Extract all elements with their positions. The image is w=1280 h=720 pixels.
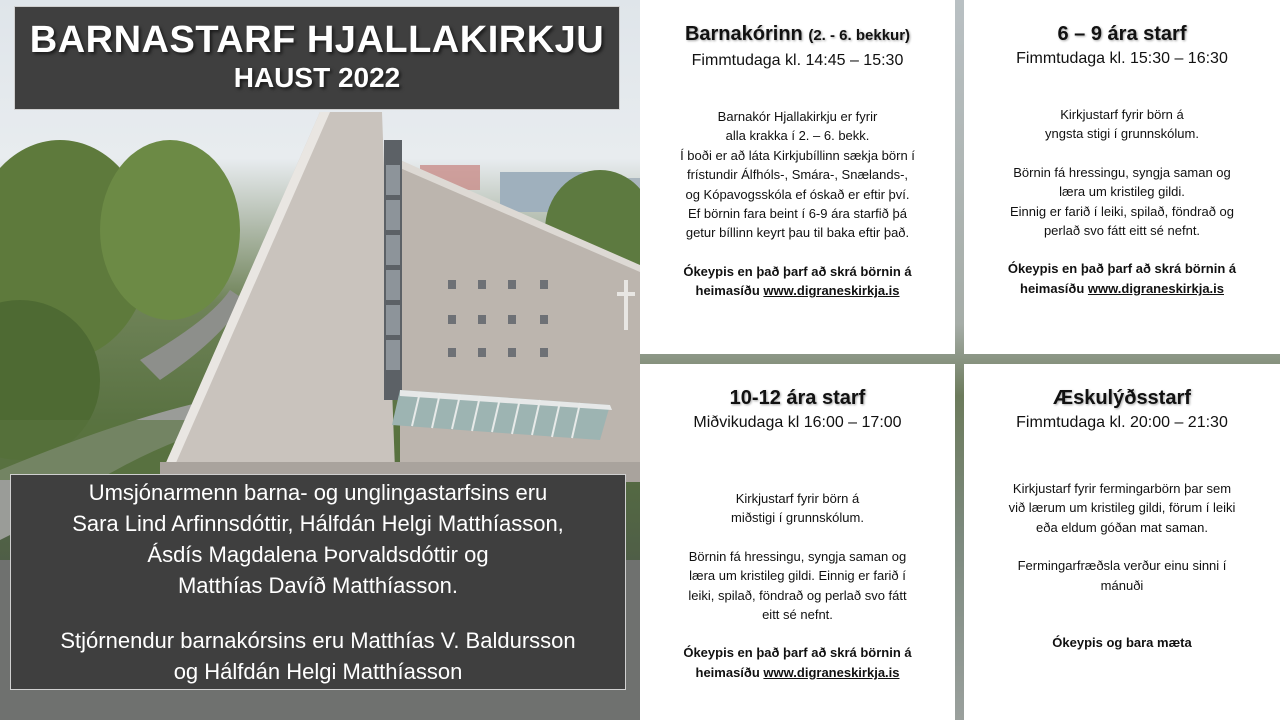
body-line: Kirkjustarf fyrir börn á	[1060, 107, 1184, 122]
leaders-line: Sara Lind Arfinnsdóttir, Hálfdán Helgi Matthíasson,	[72, 511, 564, 536]
panel-title: 6 – 9 ára starf	[1057, 23, 1187, 45]
panel-childrens-choir	[640, 0, 955, 354]
registration-note: Ókeypis en það þarf að skrá börnin á	[683, 645, 912, 661]
registration-prefix: heimasíðu	[1020, 280, 1088, 296]
registration-note: Ókeypis en það þarf að skrá börnin á	[683, 263, 912, 279]
registration-link-line	[652, 281, 943, 300]
title-banner	[14, 6, 620, 110]
website-link[interactable]: www.digraneskirkja.is	[763, 283, 900, 299]
body-line: Kirkjustarf fyrir börn á	[735, 491, 860, 506]
panel-youth-work	[964, 364, 1280, 720]
body-line: og Kópavogsskóla ef óskað er eftir því.	[685, 186, 910, 202]
panel-body	[640, 107, 955, 301]
leaders-info	[10, 474, 626, 690]
panel-time: Fimmtudaga kl. 14:45 – 15:30	[691, 52, 904, 69]
body-line: eða eldum góðan mat saman.	[1036, 519, 1208, 535]
panel-title: 10-12 ára starf	[729, 387, 866, 409]
body-line: perlað svo fátt eitt sé nefnt.	[1043, 223, 1201, 239]
body-line: læra um kristileg gildi.	[1059, 184, 1185, 200]
registration-link-line	[976, 279, 1268, 298]
panel-title: Æskulýðsstarf	[1053, 387, 1191, 409]
body-line: getur bíllinn keyrt þau til baka eftir það.	[685, 225, 910, 241]
choir-leaders-line: Stjórnendur barnakórsins eru Matthías V. Baldursson	[60, 628, 576, 653]
panel-time: Fimmtudaga kl. 20:00 – 21:30	[1016, 414, 1228, 431]
registration-note: Ókeypis en það þarf að skrá börnin á	[1007, 261, 1237, 277]
body-line: læra um kristileg gildi. Einnig er farið í	[689, 568, 906, 584]
body-line: miðstigi í grunnskólum.	[731, 510, 864, 526]
body-line: Börnin fá hressingu, syngja saman og	[1013, 164, 1231, 180]
free-attendance-note: Ókeypis og bara mæta	[1052, 635, 1192, 651]
panel-title	[640, 21, 955, 49]
website-link[interactable]: www.digraneskirkja.is	[1087, 280, 1224, 296]
leaders-line: Umsjónarmenn barna- og unglingastarfsins eru	[88, 480, 548, 505]
body-line: við lærum um kristileg gildi, förum í leiki	[1008, 500, 1236, 516]
panel-body	[964, 105, 1280, 298]
body-line: leiki, spilað, föndrað og perlað svo fátt	[688, 587, 907, 603]
choir-leaders-line: og Hálfdán Helgi Matthíasson	[173, 659, 463, 684]
panel-title-text: Barnakórinn	[684, 23, 803, 45]
page-title: BARNASTARF HJALLAKIRKJU	[29, 19, 605, 61]
body-line: Einnig er farið í leiki, spilað, föndrað og	[1009, 203, 1234, 219]
body-line: Barnakór Hjallakirkju er fyrir	[717, 109, 878, 124]
registration-prefix: heimasíðu	[695, 283, 764, 299]
body-line: alla krakka í 2. – 6. bekk.	[725, 128, 870, 144]
body-line: Kirkjustarf fyrir fermingarbörn þar sem	[1012, 481, 1232, 496]
body-line: Börnin fá hressingu, syngja saman og	[688, 548, 907, 564]
leaders-line: Ásdís Magdalena Þorvaldsdóttir og	[147, 542, 489, 567]
website-link[interactable]: www.digraneskirkja.is	[763, 664, 900, 680]
body-line: mánuði	[1100, 577, 1144, 593]
body-line: Fermingarfræðsla verður einu sinni í	[1017, 558, 1227, 574]
panel-6-9-years	[964, 0, 1280, 354]
panel-10-12-years	[640, 364, 955, 720]
leaders-line: Matthías Davíð Matthíasson.	[177, 573, 459, 598]
body-line: Í boði er að láta Kirkjubíllinn sækja börn í	[680, 147, 915, 163]
body-line: eitt sé nefnt.	[762, 607, 833, 623]
panel-time: Fimmtudaga kl. 15:30 – 16:30	[1016, 50, 1228, 67]
panel-time: Miðvikudaga kl 16:00 – 17:00	[693, 414, 902, 431]
registration-link-line	[652, 663, 943, 682]
registration-prefix: heimasíðu	[695, 664, 764, 680]
page-subtitle: HAUST 2022	[233, 62, 401, 93]
panel-body	[964, 479, 1280, 652]
body-line: Ef börnin fara beint í 6-9 ára starfið þá	[688, 206, 907, 222]
panel-body	[640, 489, 955, 682]
panel-title-suffix: (2. - 6. bekkur)	[808, 27, 911, 44]
body-line: frístundir Álfhóls-, Smára-, Snælands-,	[686, 167, 909, 183]
body-line: yngsta stigi í grunnskólum.	[1045, 126, 1199, 142]
